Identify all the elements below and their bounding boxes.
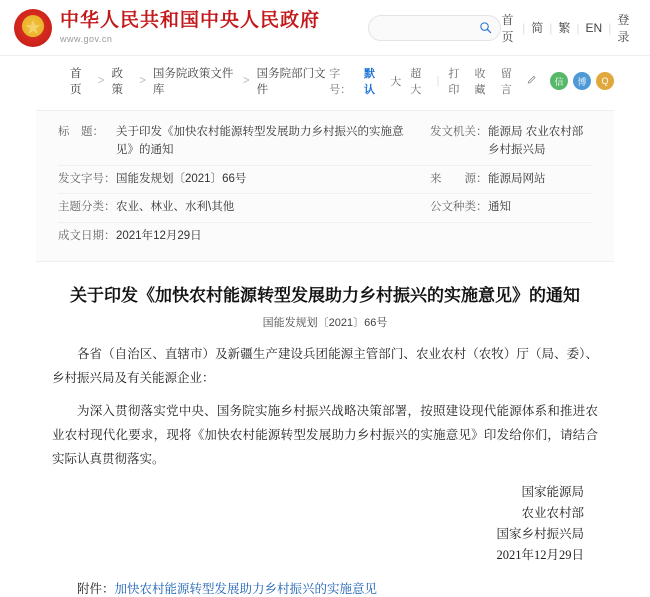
nav-divider: | bbox=[549, 20, 553, 35]
collect-button[interactable]: 收藏 bbox=[474, 68, 486, 96]
table-row bbox=[58, 223, 592, 251]
attachment-link[interactable]: 加快农村能源转型发展助力乡村振兴的实施意见 bbox=[114, 581, 378, 596]
table-row bbox=[58, 194, 592, 223]
tool-divider: | bbox=[436, 75, 440, 87]
fontsize-label: 字号： bbox=[329, 68, 352, 96]
nav-item-english[interactable]: EN bbox=[585, 20, 603, 35]
share-buttons bbox=[550, 72, 614, 90]
meta-label-category: 主题分类： bbox=[58, 194, 116, 223]
nav-item-home[interactable]: 首页 bbox=[501, 12, 514, 44]
breadcrumb-separator: > bbox=[97, 75, 105, 87]
fontsize-option-extra-large[interactable]: 超大 bbox=[410, 68, 422, 96]
breadcrumb-item-home[interactable]: 首页 bbox=[70, 68, 82, 96]
meta-value-date: 2021年12月29日 bbox=[116, 223, 416, 251]
weibo-share-button[interactable]: 博 bbox=[573, 72, 591, 90]
breadcrumb-bar bbox=[0, 56, 650, 106]
nav-item-simplified[interactable]: 简 bbox=[531, 21, 544, 35]
meta-value-doc-type: 通知 bbox=[488, 194, 592, 223]
table-row bbox=[58, 119, 592, 165]
site-url: www.gov.cn bbox=[60, 34, 113, 45]
search-box[interactable] bbox=[368, 15, 501, 41]
signature-line: 农业农村部 bbox=[521, 505, 584, 520]
meta-value-category: 农业、林业、水利\其他 bbox=[116, 194, 416, 223]
signature-date: 2021年12月29日 bbox=[496, 548, 584, 563]
site-header bbox=[0, 0, 650, 56]
search-input[interactable] bbox=[377, 21, 492, 35]
site-title: 中华人民共和国中央人民政府 bbox=[60, 9, 321, 31]
search-icon[interactable] bbox=[479, 21, 492, 39]
page-title: 关于印发《加快农村能源转型发展助力乡村振兴的实施意见》的通知 bbox=[70, 286, 580, 306]
attachment-row bbox=[52, 579, 598, 597]
meta-value-source: 能源局网站 bbox=[488, 165, 592, 194]
meta-label-issuing-agency: 发文机关： bbox=[430, 126, 488, 138]
nav-item-traditional[interactable]: 繁 bbox=[558, 21, 571, 35]
document-metadata bbox=[36, 110, 614, 262]
message-button[interactable]: 留言 bbox=[500, 68, 512, 96]
meta-label-source: 来 源： bbox=[416, 165, 488, 194]
attachment-label: 附件： bbox=[77, 581, 115, 596]
nav-divider: | bbox=[522, 20, 526, 35]
meta-label-date: 成文日期： bbox=[58, 223, 116, 251]
nav-divider: | bbox=[608, 20, 612, 35]
meta-value-issuing-agency: 能源局 农业农村部 乡村振兴局 bbox=[488, 126, 584, 156]
breadcrumb-separator: > bbox=[242, 75, 250, 87]
qq-share-button[interactable]: Q bbox=[596, 72, 614, 90]
document-tools bbox=[329, 65, 614, 97]
site-brand[interactable] bbox=[60, 11, 320, 45]
meta-value-empty bbox=[488, 223, 592, 251]
meta-label-doc-number: 发文字号： bbox=[58, 165, 116, 194]
fontsize-option-default[interactable]: 默认 bbox=[364, 68, 376, 96]
wechat-share-button[interactable]: 信 bbox=[550, 72, 568, 90]
national-emblem-icon bbox=[14, 9, 52, 47]
print-button[interactable]: 打印 bbox=[448, 68, 460, 96]
paragraph-addressees: 各省（自治区、直辖市）及新疆生产建设兵团能源主管部门、农业农村（农牧）厅（局、委）、乡村振兴局及有关能源企业： bbox=[52, 346, 598, 386]
pencil-icon[interactable] bbox=[527, 75, 537, 88]
header-nav bbox=[501, 11, 636, 45]
fontsize-option-large[interactable]: 大 bbox=[390, 76, 402, 88]
meta-label-doc-type: 公文种类： bbox=[416, 194, 488, 223]
meta-label-title: 标 题： bbox=[58, 126, 104, 138]
signature-line: 国家乡村振兴局 bbox=[496, 527, 584, 542]
signature-line: 国家能源局 bbox=[521, 484, 584, 499]
meta-value-title: 关于印发《加快农村能源转型发展助力乡村振兴的实施意见》的通知 bbox=[116, 126, 404, 156]
table-row bbox=[58, 165, 592, 194]
document-number: 国能发规划〔2021〕66号 bbox=[262, 316, 388, 329]
meta-value-doc-number: 国能发规划〔2021〕66号 bbox=[116, 165, 416, 194]
breadcrumb-item-department-docs[interactable]: 国务院部门文件 bbox=[256, 68, 326, 96]
nav-divider: | bbox=[576, 20, 580, 35]
paragraph-body: 为深入贯彻落实党中央、国务院实施乡村振兴战略决策部署，按照建设现代能源体系和推进农业农村现代化要求，现将《加快农村能源转型发展助力乡村振兴的实施意见》印发给你们，请结合实际认真贯彻落实。 bbox=[52, 403, 598, 467]
breadcrumb-item-policy-library[interactable]: 国务院政策文件库 bbox=[152, 68, 234, 96]
breadcrumb-item-policy[interactable]: 政策 bbox=[111, 68, 123, 96]
breadcrumb-separator: > bbox=[139, 75, 146, 87]
meta-label-empty bbox=[416, 223, 488, 251]
signature-block bbox=[52, 482, 598, 567]
article-body bbox=[0, 262, 650, 597]
nav-item-login[interactable]: 登录 bbox=[617, 12, 630, 44]
